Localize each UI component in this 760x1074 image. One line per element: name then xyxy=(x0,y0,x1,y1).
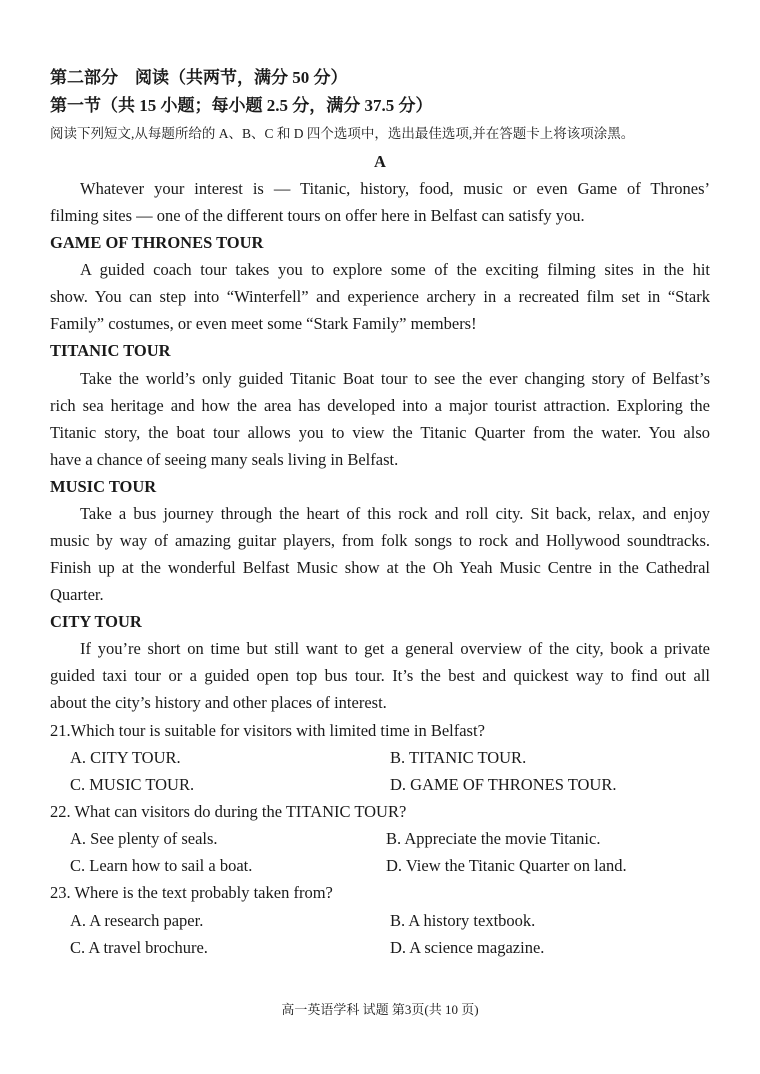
got-line-3: Family” costumes, or even meet some “Stark Family” members! xyxy=(50,314,477,333)
titanic-line-3: Titanic story, the boat tour allows you to view the Titanic Quarter from the water. You also xyxy=(50,423,710,442)
music-line-1: Take a bus journey through the heart of this rock and roll city. Sit back, relax, and enjoy xyxy=(80,504,710,523)
music-line-4: Quarter. xyxy=(50,585,104,604)
question-22-stem: 22. What can visitors do during the TITANIC TOUR? xyxy=(50,802,407,821)
city-line-1: If you’re short on time but still want to get a general overview of the city, book a private xyxy=(80,639,710,658)
got-line-2: show. You can step into “Winterfell” and experience archery in a recreated film set in “Stark xyxy=(50,287,710,306)
titanic-line-2: rich sea heritage and how the area has developed into a major tourist attraction. Exploring the xyxy=(50,396,710,415)
section-heading-got: GAME OF THRONES TOUR xyxy=(50,233,264,252)
question-23-option-d: D. A science magazine. xyxy=(390,938,545,957)
passage-letter: A xyxy=(374,152,386,171)
question-22-option-a: A. See plenty of seals. xyxy=(70,829,218,848)
question-23-option-c: C. A travel brochure. xyxy=(70,938,208,957)
question-23-stem: 23. Where is the text probably taken from? xyxy=(50,883,333,902)
question-21-option-c: C. MUSIC TOUR. xyxy=(70,775,195,794)
section-heading: 第一节（共 15 小题；每小题 2.5 分，满分 37.5 分） xyxy=(50,96,433,115)
section-heading-music: MUSIC TOUR xyxy=(50,477,157,496)
question-23-option-a: A. A research paper. xyxy=(70,911,204,930)
music-line-3: Finish up at the wonderful Belfast Music show at the Oh Yeah Music Centre in the Cathedral xyxy=(50,558,710,577)
question-21-option-a: A. CITY TOUR. xyxy=(70,748,181,767)
city-line-2: guided taxi tour or a guided open top bus tour. It’s the best and quickest way to find out all xyxy=(50,666,710,685)
city-line-3: about the city’s history and other places of interest. xyxy=(50,693,387,712)
question-22-option-d: D. View the Titanic Quarter on land. xyxy=(386,856,627,875)
got-line-1: A guided coach tour takes you to explore some of the exciting filming sites in the hit xyxy=(80,260,710,279)
intro-line-1: Whatever your interest is — Titanic, history, food, music or even Game of Thrones’ xyxy=(80,179,710,198)
question-21-stem: 21.Which tour is suitable for visitors with limited time in Belfast? xyxy=(50,721,485,740)
page-footer: 高一英语学科 试题 第3页(共 10 页) xyxy=(281,1002,479,1017)
section-heading-city: CITY TOUR xyxy=(50,612,142,631)
titanic-line-1: Take the world’s only guided Titanic Boat tour to see the ever changing story of Belfast’s xyxy=(80,369,710,388)
part-heading: 第二部分 阅读（共两节，满分 50 分） xyxy=(50,68,348,87)
question-22-option-b: B. Appreciate the movie Titanic. xyxy=(386,829,601,848)
instruction: 阅读下列短文,从每题所给的 A、B、C 和 D 四个选项中，选出最佳选项,并在答题卡上将该项涂黑。 xyxy=(50,126,635,141)
question-21-option-d: D. GAME OF THRONES TOUR. xyxy=(390,775,617,794)
intro-line-2: filming sites — one of the different tours on offer here in Belfast can satisfy you. xyxy=(50,206,585,225)
section-heading-titanic: TITANIC TOUR xyxy=(50,341,171,360)
titanic-line-4: have a chance of seeing many seals living in Belfast. xyxy=(50,450,399,469)
question-22-option-c: C. Learn how to sail a boat. xyxy=(70,856,253,875)
question-21-option-b: B. TITANIC TOUR. xyxy=(390,748,527,767)
music-line-2: music by way of amazing guitar players, from folk songs to rock and Hollywood soundtracks. xyxy=(50,531,710,550)
question-23-option-b: B. A history textbook. xyxy=(390,911,536,930)
